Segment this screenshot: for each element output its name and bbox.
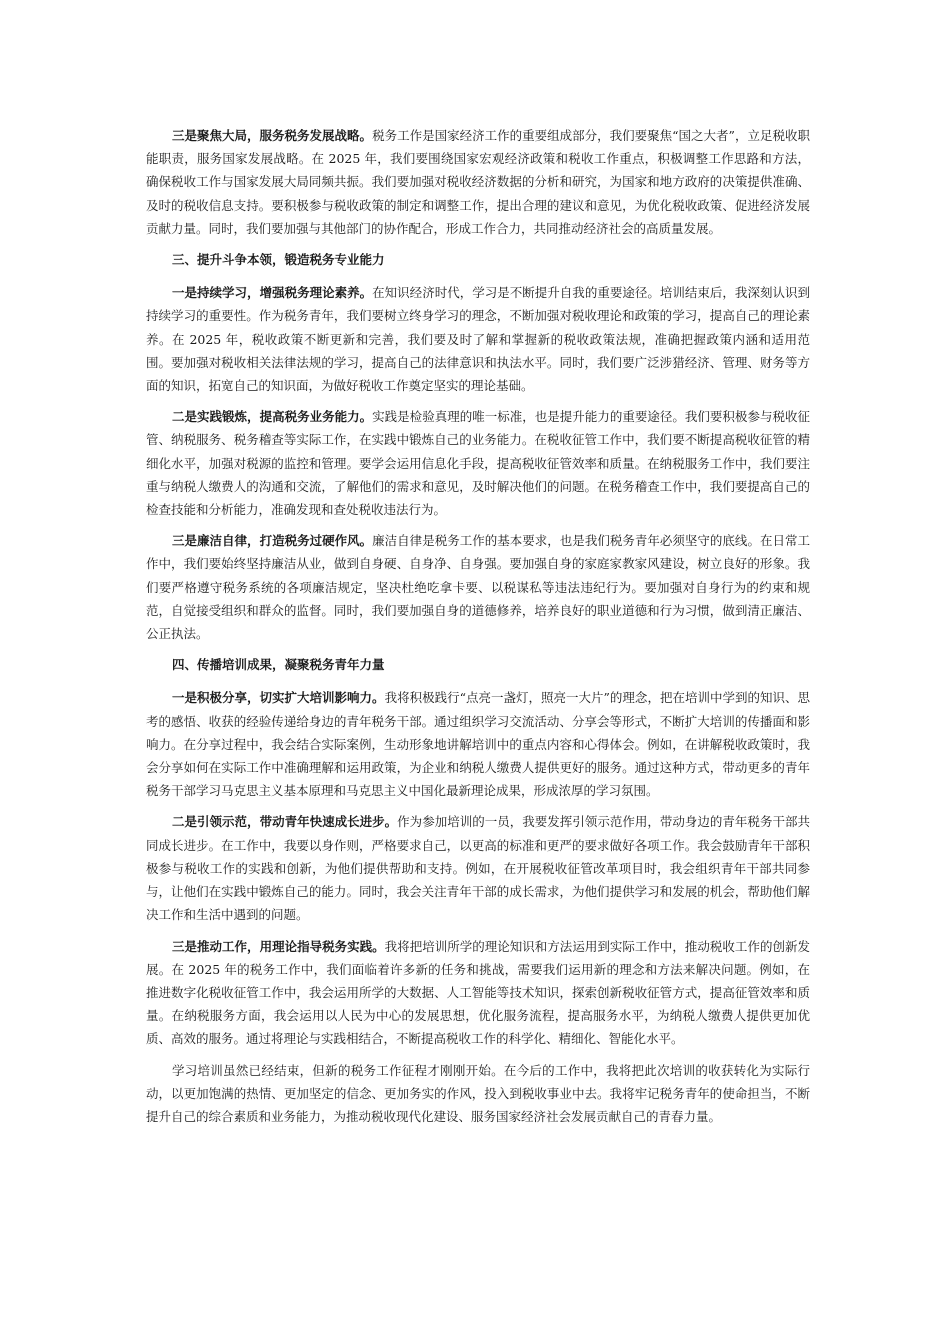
paragraph-lead: 三是推动工作，用理论指导税务实践。	[172, 938, 385, 954]
paragraph-text: 廉洁自律是税务工作的基本要求，也是我们税务青年必须坚守的底线。在日常工作中，我们要始终坚持廉洁从业，做到自身硬、自身净、自身强。要加强自身的家庭家教家风建设，树立良好的形象。我们要严格遵守税务系统的各项廉洁规定，坚决杜绝吃拿卡要、以税谋私等违法违纪行为。要加强对自身行为的约束和规范，自觉接受组织和群众的监督。同时，我们要加强自身的道德修养，培养良好的职业道德和行为习惯，做到清正廉洁、公正执法。	[146, 533, 810, 642]
paragraph-theory-practice	[146, 935, 810, 1051]
paragraph-integrity	[146, 529, 810, 645]
paragraph-lead: 一是持续学习，增强税务理论素养。	[172, 285, 373, 301]
paragraph-practice	[146, 405, 810, 521]
paragraph-text: 作为参加培训的一员，我要发挥引领示范作用，带动身边的青年税务干部共同成长进步。在工作中，我要以身作则，严格要求自己，以更高的标准和更严的要求做好各项工作。我会鼓励青年干部积极参与税收工作的实践和创新，为他们提供帮助和支持。例如，在开展税收征管改革项目时，我会组织青年干部共同参与，让他们在实践中锻炼自己的能力。同时，我会关注青年干部的成长需求，为他们提供学习和发展的机会，帮助他们解决工作和生活中遇到的问题。	[146, 814, 810, 923]
paragraph-lead: 二是实践锻炼，提高税务业务能力。	[172, 409, 373, 425]
section-heading-4: 四、传播培训成果，凝聚税务青年力量	[172, 657, 385, 673]
paragraph-leading-example	[146, 810, 810, 926]
paragraph-text: 我将积极践行“点亮一盏灯，照亮一大片”的理念，把在培训中学到的知识、思考的感悟、收获的经验传递给身边的青年税务干部。通过组织学习交流活动、分享会等形式，不断扩大培训的传播面和影响力。在分享过程中，我会结合实际案例，生动形象地讲解培训中的重点内容和心得体会。例如，在讲解税收政策时，我会分享如何在实际工作中准确理解和运用政策，为企业和纳税人缴费人提供更好的服务。通过这种方式，带动更多的青年税务干部学习马克思主义基本原理和马克思主义中国化最新理论成果，形成浓厚的学习氛围。	[146, 690, 810, 799]
paragraph-text: 在知识经济时代，学习是不断提升自我的重要途径。培训结束后，我深刻认识到持续学习的重要性。作为税务青年，我们要树立终身学习的理念，不断加强对税收理论和政策的学习，提高自己的理论素养。在 2025 年，税收政策不断更新和完善，我们要及时了解和掌握新的税收政策法规，准确把握政策内涵和适用范围。要加强对税收相关法律法规的学习，提高自己的法律意识和执法水平。同时，我们要广泛涉猎经济、管理、财务等方面的知识，拓宽自己的知识面，为做好税收工作奠定坚实的理论基础。	[146, 285, 810, 394]
paragraph-conclusion	[146, 1059, 810, 1129]
paragraph-text: 我将把培训所学的理论知识和方法运用到实际工作中，推动税收工作的创新发展。在 2025 年的税务工作中，我们面临着许多新的任务和挑战，需要我们运用新的理念和方法来解决问题。例如，在推进数字化税收征管工作中，我会运用所学的大数据、人工智能等技术知识，探索创新税收征管方式，提高征管效率和质量。在纳税服务方面，我会运用以人民为中心的发展思想，优化服务流程，提高服务水平，为纳税人缴费人提供更加优质、高效的服务。通过将理论与实践相结合，不断提高税收工作的科学化、精细化、智能化水平。	[146, 938, 810, 1047]
document-body	[146, 124, 810, 1136]
paragraph-lead: 二是引领示范，带动青年快速成长进步。	[172, 814, 398, 830]
paragraph-lead: 三是廉洁自律，打造税务过硬作风。	[172, 533, 373, 549]
paragraph-continuous-learning	[146, 281, 810, 397]
paragraph-lead: 一是积极分享，切实扩大培训影响力。	[172, 690, 385, 706]
section-heading-3: 三、提升斗争本领，锻造税务专业能力	[172, 252, 385, 268]
paragraph-lead: 三是聚焦大局，服务税务发展战略。	[172, 128, 373, 143]
paragraph-text: 税务工作是国家经济工作的重要组成部分，我们要聚焦“国之大者”，立足税收职能职责，服务国家发展战略。在 2025 年，我们要围绕国家宏观经济政策和税收工作重点，积极调整工作思路和方法，确保税收工作与国家发展大局同频共振。我们要加强对税收经济数据的分析和研究，为国家和地方政府的决策提供准确、及时的税收信息支持。要积极参与税收政策的制定和调整工作，提出合理的建议和意见，为优化税收政策、促进经济发展贡献力量。同时，我们要加强与其他部门的协作配合，形成工作合力，共同推动经济社会的高质量发展。	[146, 128, 810, 236]
paragraph-text: 实践是检验真理的唯一标准，也是提升能力的重要途径。我们要积极参与税收征管、纳税服务、税务稽查等实际工作，在实践中锻炼自己的业务能力。在税收征管工作中，我们要不断提高税收征管的精细化水平，加强对税源的监控和管理。要学会运用信息化手段，提高税收征管效率和质量。在纳税服务工作中，我们要注重与纳税人缴费人的沟通和交流，了解他们的需求和意见，及时解决他们的问题。在税务稽查工作中，我们要提高自己的检查技能和分析能力，准确发现和查处税收违法行为。	[146, 409, 810, 518]
paragraph-text: 学习培训虽然已经结束，但新的税务工作征程才刚刚开始。在今后的工作中，我将把此次培训的收获转化为实际行动，以更加饱满的热情、更加坚定的信念、更加务实的作风，投入到税收事业中去。我将牢记税务青年的使命担当，不断提升自己的综合素质和业务能力，为推动税收现代化建设、服务国家经济社会发展贡献自己的青春力量。	[146, 1062, 810, 1124]
paragraph-serve-strategy	[146, 124, 810, 240]
paragraph-sharing	[146, 686, 810, 802]
